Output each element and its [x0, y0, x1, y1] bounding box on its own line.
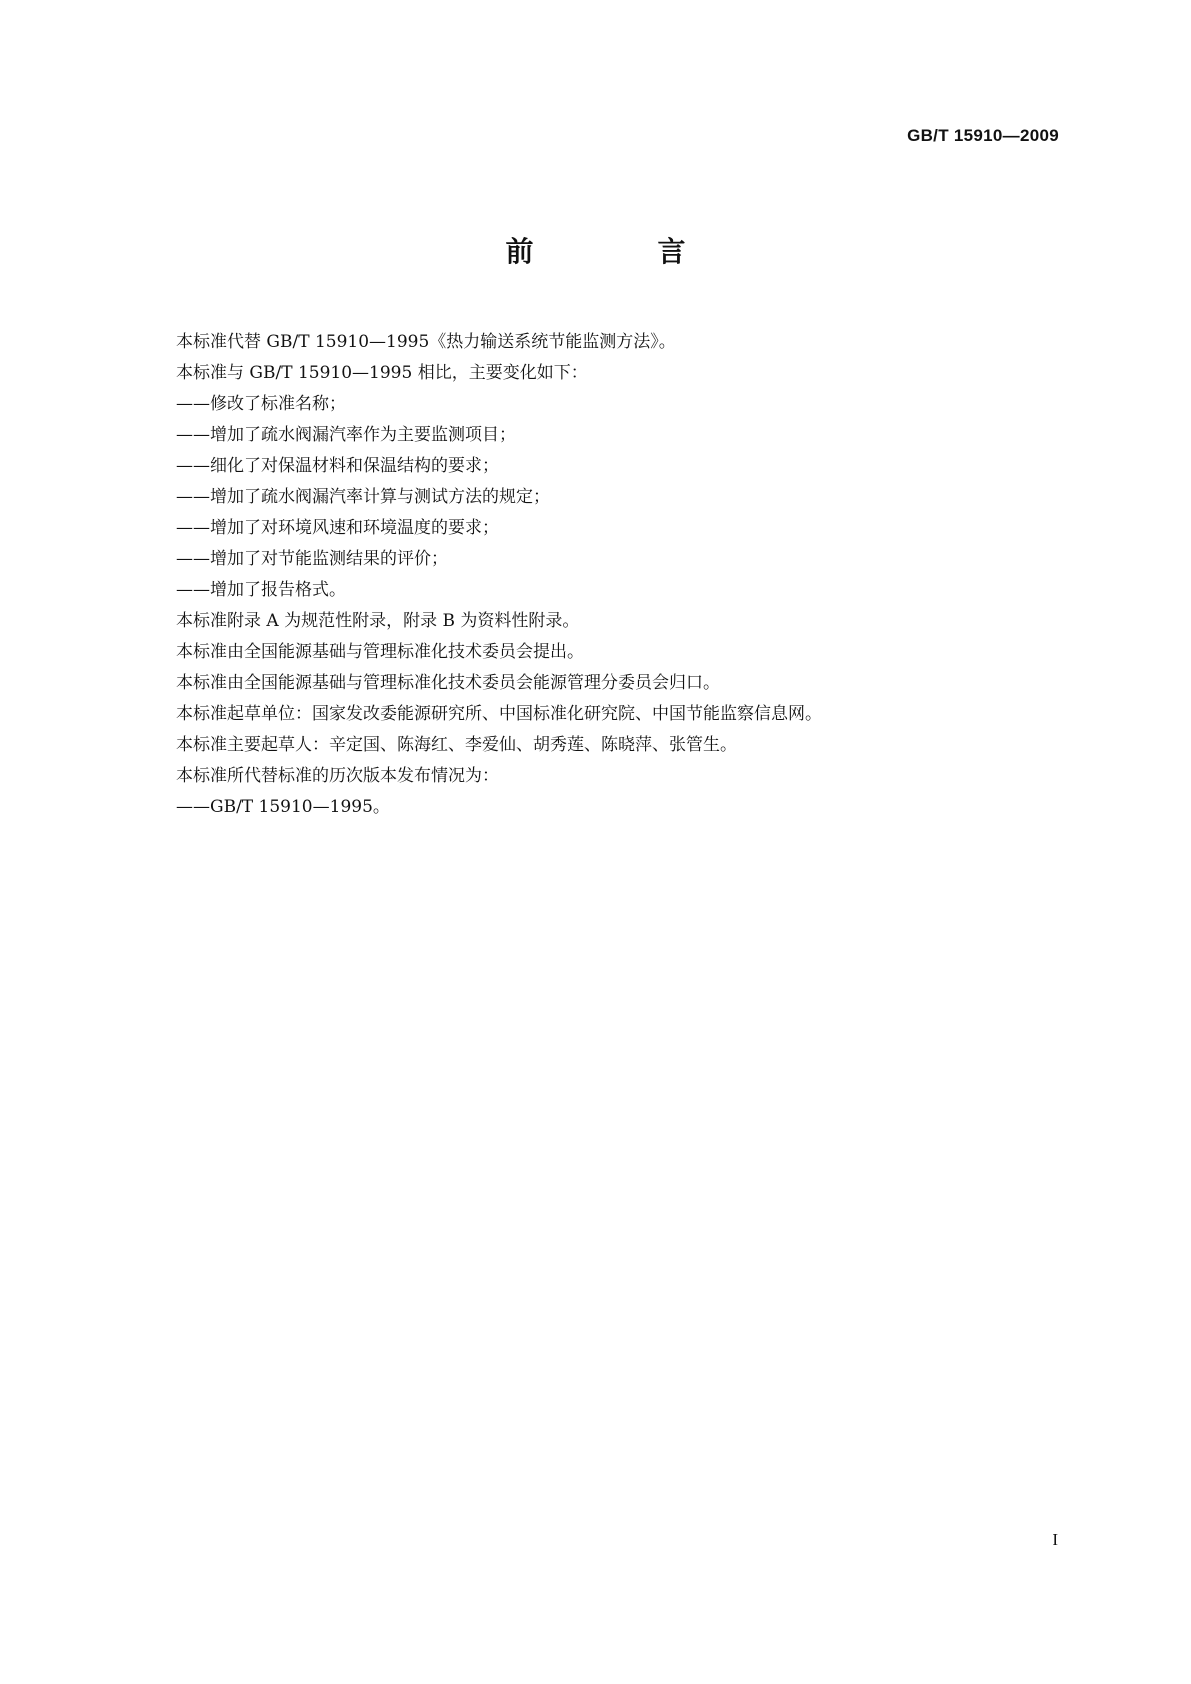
- foreword-line: 本标准附录 A 为规范性附录，附录 B 为资料性附录。: [176, 611, 580, 631]
- foreword-line: 本标准主要起草人：辛定国、陈海红、李爱仙、胡秀莲、陈晓萍、张管生。: [176, 735, 737, 755]
- foreword-line: ——增加了对环境风速和环境温度的要求；: [176, 518, 499, 538]
- foreword-line: 本标准代替 GB/T 15910—1995《热力输送系统节能监测方法》。: [176, 332, 676, 352]
- foreword-line: 本标准由全国能源基础与管理标准化技术委员会提出。: [176, 642, 584, 662]
- foreword-line: ——增加了报告格式。: [176, 580, 346, 600]
- foreword-body: [176, 327, 1056, 823]
- foreword-line: 本标准与 GB/T 15910—1995 相比，主要变化如下：: [176, 363, 588, 383]
- standard-code: GB/T 15910—2009: [907, 126, 1059, 145]
- foreword-line: ——增加了疏水阀漏汽率计算与测试方法的规定；: [176, 487, 550, 507]
- page-title: 前 言: [505, 235, 734, 268]
- foreword-line: ——细化了对保温材料和保温结构的要求；: [176, 456, 499, 476]
- page-number: I: [1052, 1530, 1058, 1549]
- foreword-line: ——增加了疏水阀漏汽率作为主要监测项目；: [176, 425, 516, 445]
- foreword-line: ——增加了对节能监测结果的评价；: [176, 549, 448, 569]
- foreword-line: ——修改了标准名称；: [176, 394, 346, 414]
- foreword-line: 本标准所代替标准的历次版本发布情况为：: [176, 766, 499, 786]
- foreword-line: ——GB/T 15910—1995。: [176, 797, 390, 817]
- foreword-line: 本标准由全国能源基础与管理标准化技术委员会能源管理分委员会归口。: [176, 673, 720, 693]
- foreword-line: 本标准起草单位：国家发改委能源研究所、中国标准化研究院、中国节能监察信息网。: [176, 704, 822, 724]
